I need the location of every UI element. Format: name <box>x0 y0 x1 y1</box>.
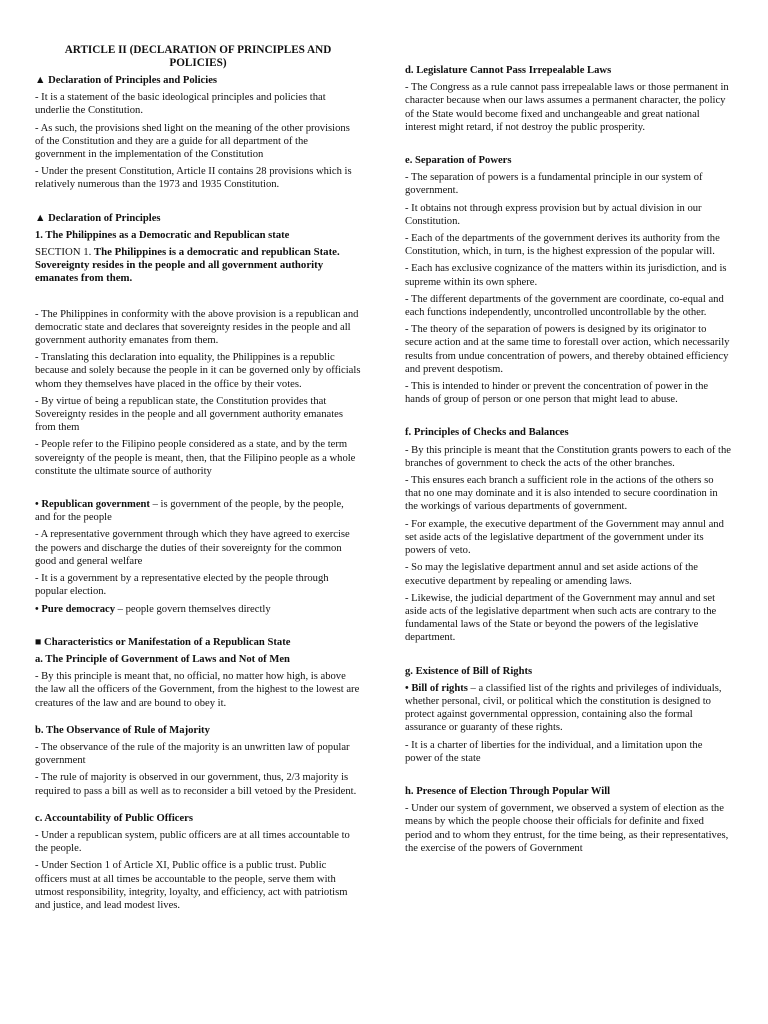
definition-pure-democracy <box>35 603 361 616</box>
paragraph: - By this principle is meant that the Constitution grants powers to each of the branches of government to check the acts of the other branches. <box>405 444 731 469</box>
paragraph: - The theory of the separation of powers is designed by its originator to secure action and at the same time to forestall over action, which necessarily results from undue concentration of powers, and thereby obtained efficiency and prevent despotism. <box>405 324 730 375</box>
paragraph: - People refer to the Filipino people considered as a state, and by the term sovereignty of the people is meant, then, that the Filipino people as a whole constitute the ultimate source of authority <box>35 439 356 477</box>
paragraph: - It is a government by a representative elected by the people through popular election. <box>35 573 329 598</box>
paragraph: - The observance of the rule of the majority is an unwritten law of popular government <box>35 741 350 767</box>
left-column <box>35 44 361 916</box>
article-title: ARTICLE II (DECLARATION OF PRINCIPLES AND POLICIES) <box>64 44 332 69</box>
paragraph: - Likewise, the judicial department of the Government may annul and set aside acts of the legislative department when such acts are contrary to the fundamental laws of the State or beyond the powers of the legislative department. <box>405 592 717 644</box>
paragraph: - Translating this declaration into equality, the Philippines is a republic because and solely because the people in it can be governed only by officials whom they themselves have placed in the office by their votes. <box>35 352 361 390</box>
paragraph: - Under Section 1 of Article XI, Public office is a public trust. Public officers must at all times be accountable to the people, serve them with utmost responsibility, integrity, loyalty, and efficiency, act with patriotism and justice, and lead modest lives. <box>35 860 348 911</box>
heading-characteristics: ■ Characteristics or Manifestation of a Republican State <box>35 636 291 648</box>
paragraph: - A representative government through which they have agreed to exercise the powers and discharge the duties of their sovereignty for the common good and general welfare <box>35 529 350 567</box>
paragraph: - It obtains not through express provision but by actual division in our Constitution. <box>405 202 702 227</box>
section-label: SECTION 1. <box>35 246 92 259</box>
paragraph: - The separation of powers is a fundamental principle in our system of government. <box>405 172 703 197</box>
paragraph: - Under a republican system, public officers are at all times accountable to the people. <box>35 829 350 855</box>
paragraph: - Each has exclusive cognizance of the matters within its jurisdiction, and is supreme within its own sphere. <box>405 263 727 288</box>
paragraph: - The Congress as a rule cannot pass irrepealable laws or those permanent in character because when our laws assumes a permanent character, the policy of the State would become fixed and unchangeable and great national interest might retard, if not destroy the public prosperity. <box>405 82 729 133</box>
paragraph: - It is a statement of the basic ideological principles and policies that underlie the Constitution. <box>35 92 326 117</box>
paragraph: - So may the legislative department annul and set aside actions of the executive department by repealing or amending laws. <box>405 562 699 587</box>
paragraph: - The different departments of the government are coordinate, co-equal and each functions independently, uncontrolled uncontrollable by the other. <box>405 293 724 319</box>
heading-declaration-principles: ▲ Declaration of Principles <box>35 212 161 224</box>
term: • Pure democracy <box>35 603 115 615</box>
paragraph: - Under our system of government, we observed a system of election as the means by which the people choose their officials for definite and fixed period and to whom they entrust, for the time being, as their representatives, the exercise of the powers of Government <box>405 803 729 854</box>
paragraph: - The Philippines in conformity with the above provision is a republican and democratic state and declares that sovereignty resides in the people and all government authority emanates from them. <box>35 308 359 347</box>
heading-e: e. Separation of Powers <box>405 155 512 167</box>
heading-c: c. Accountability of Public Officers <box>35 812 194 824</box>
definition: – is government of the people, by the people, and for the people <box>35 499 344 524</box>
definition: – a classified list of the rights and privileges of individuals, whether personal, civil, or political which the constitution is designed to protect against governmental oppression, containing also the formal assurance or guaranty of these rights. <box>405 682 722 734</box>
heading-h: h. Presence of Election Through Popular Will <box>405 785 611 797</box>
heading-b: b. The Observance of Rule of Majority <box>35 724 210 736</box>
paragraph: - It is a charter of liberties for the individual, and a limitation upon the power of the state <box>405 739 703 764</box>
definition-republican-government <box>35 498 361 524</box>
paragraph: - By virtue of being a republican state, the Constitution provides that Sovereignty resides in the people and all government authority emanates from them <box>35 395 344 434</box>
heading-f: f. Principles of Checks and Balances <box>405 427 569 439</box>
section-body: The Philippines is a democratic and republican State. Sovereignty resides in the people and all government authority emanates from them. <box>35 246 340 285</box>
heading-a: a. The Principle of Government of Laws and Not of Men <box>35 653 290 665</box>
right-column <box>405 64 731 859</box>
paragraph: - As such, the provisions shed light on the meaning of the other provisions of the Constitution and they are a guide for all department of the government in the implementation of the Constitution <box>35 122 350 161</box>
heading-g: g. Existence of Bill of Rights <box>405 665 533 677</box>
term: • Bill of rights <box>405 682 468 694</box>
paragraph: - By this principle is meant that, no official, no matter how high, is above the law all the officers of the Government, from the highest to the lowest are creatures of the law and are bound to obey it. <box>35 671 360 709</box>
term: • Republican government <box>35 499 150 511</box>
paragraph: - This ensures each branch a sufficient role in the actions of the others so that no one may dominate and it is also intended to secure coordination in the workings of various departments of government. <box>405 475 718 513</box>
heading-democratic-republican: 1. The Philippines as a Democratic and Republican state <box>35 229 290 241</box>
paragraph: - Under the present Constitution, Article II contains 28 provisions which is relatively numerous than the 1973 and 1935 Constitution. <box>35 166 352 191</box>
section-1-text <box>35 246 361 286</box>
paragraph: - This is intended to hinder or prevent the concentration of power in the hands of group of person or one person that might lead to abuse. <box>405 381 709 406</box>
definition: – people govern themselves directly <box>115 603 271 615</box>
heading-declaration-principles-policies: ▲ Declaration of Principles and Policies <box>35 75 218 86</box>
heading-d: d. Legislature Cannot Pass Irrepealable Laws <box>405 65 612 76</box>
paragraph: - The rule of majority is observed in our government, thus, 2/3 majority is required to pass a bill as well as to reconsider a bill vetoed by the President. <box>35 772 357 797</box>
paragraph: - Each of the departments of the government derives its authority from the Constitution, which, in turn, is the highest expression of the popular will. <box>405 233 720 258</box>
paragraph: - For example, the executive department of the Government may annul and set aside acts of the legislative department of the government under its powers of veto. <box>405 518 724 557</box>
definition-bill-of-rights <box>405 682 731 735</box>
